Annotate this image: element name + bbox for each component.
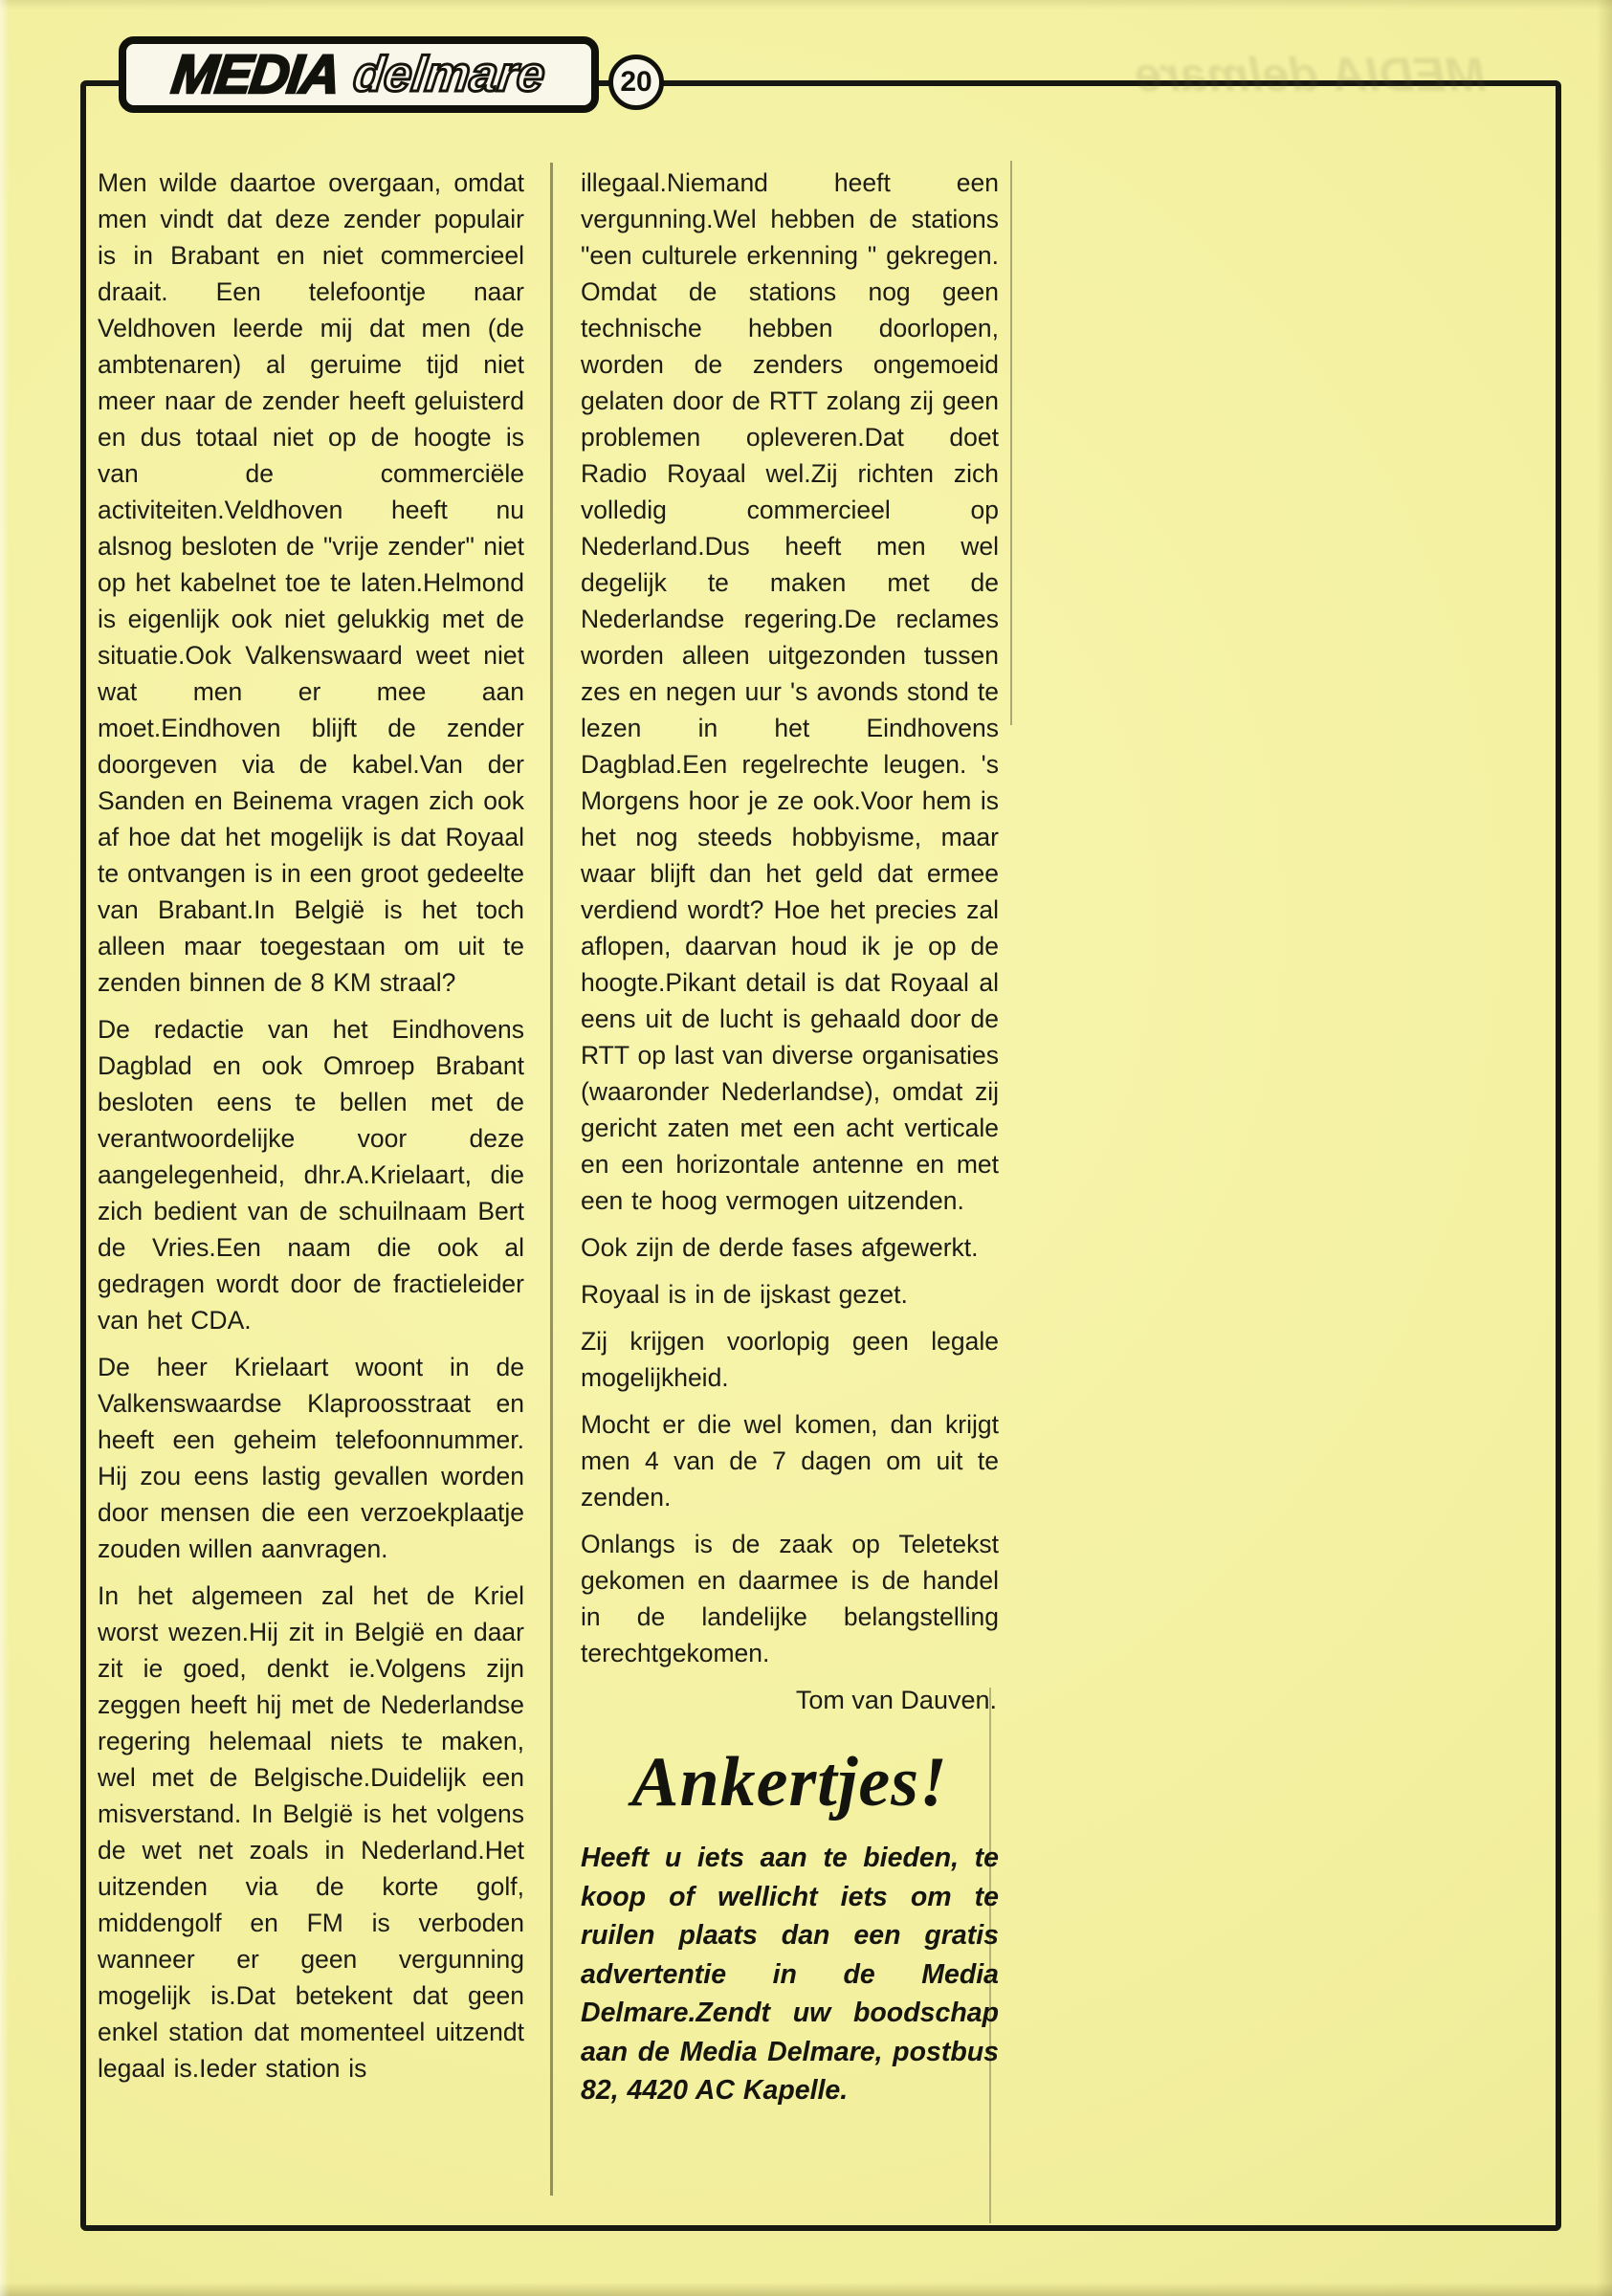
page-number: 20 xyxy=(620,66,652,98)
paragraph: Zij krijgen voorlopig geen legale mogelijkheid. xyxy=(581,1327,999,1392)
page-number-badge xyxy=(608,55,664,110)
paragraph: Men wilde daartoe overgaan, omdat men vindt dat deze zender populair is in Brabant en niet commercieel draait. Een telefoontje naar Veldhoven leerde mij dat men (de ambtenaren) al geruime tijd niet meer naar de zender heeft geluisterd en dus totaal niet op de hoogte is van de commerciële activiteiten.Veldhoven heeft nu alsnog besloten de "vrije zender" niet op het kabelnet toe te laten.Helmond is eigenlijk ook niet gelukkig met de situatie.Ook Valkenswaard weet niet wat men er mee aan moet.Eindhoven blijft de zender doorgeven via de kabel.Van der Sanden en Beinema vragen zich ook af hoe dat het mogelijk is dat Royaal te ontvangen is in een groot gedeelte van Brabant.In België is het toch alleen maar toegestaan om uit te zenden binnen de 8 KM straal? xyxy=(98,168,524,997)
paragraph: Ook zijn de derde fases afgewerkt. xyxy=(581,1233,979,1262)
paragraph: Royaal is in de ijskast gezet. xyxy=(581,1280,908,1309)
right-column-rule-top xyxy=(1010,161,1012,725)
ankertjes-heading: Ankertjes! xyxy=(631,1743,948,1821)
classifieds-notice: Heeft u iets aan te bieden, te koop of wellicht iets om te ruilen plaats dan een gratis advertentie in de Media Delmare.Zendt uw boodschap aan de Media Delmare, postbus 82, 4420 AC Kapelle. xyxy=(581,1843,999,2106)
column-divider-rule xyxy=(550,163,553,2196)
paragraph: De redactie van het Eindhovens Dagblad en ook Omroep Brabant besloten eens te bellen met de verantwoordelijke voor deze aangelegenheid, dhr.A.Krielaart, die zich bedient van de schuilnaam Bert de Vries.Een naam die ook al gedragen wordt door de fractieleider van het CDA. xyxy=(98,1015,524,1335)
logo-media-wordmark: MEDIA xyxy=(168,43,343,105)
ghost-logo-media-text: MEDIA xyxy=(1332,48,1487,101)
ghost-logo-delmare-text: delmare xyxy=(1135,48,1319,101)
byline: Tom van Dauven. xyxy=(795,1686,997,1714)
masthead-logo-box xyxy=(119,36,599,113)
right-column xyxy=(581,165,999,2110)
paragraph: De heer Krielaart woont in de Valkenswaardse Klaproosstraat en heeft een geheim telefoonnummer. Hij zou eens lastig gevallen worden door mensen die een verzoekplaatje zouden willen aanvragen. xyxy=(98,1353,524,1563)
paragraph: Mocht er die wel komen, dan krijgt men 4 van de 7 dagen om uit te zenden. xyxy=(581,1410,999,1512)
left-column xyxy=(98,165,524,2097)
paragraph: illegaal.Niemand heeft een vergunning.Wel hebben de stations "een culturele erkenning " gekregen. Omdat de stations nog geen technische hebben doorlopen, worden de zenders ongemoeid gelaten door de RTT zolang zij geen problemen opleveren.Dat doet Radio Royaal wel.Zij richten zich volledig commercieel op Nederland.Dus heeft men wel degelijk te maken met de Nederlandse regering.De reclames worden alleen uitgezonden tussen zes en negen uur 's avonds stond te lezen in het Eindhovens Dagblad.Een regelrechte leugen. 's Morgens hoor je ze ook.Voor hem is het nog steeds hobbyisme, maar waar blijft dan het geld dat ermee verdiend wordt? Hoe het precies zal aflopen, daarvan houd ik je op de hoogte.Pikant detail is dat Royaal al eens uit de lucht is gehaald door de RTT op last van diverse organisaties (waaronder Nederlandse), omdat zij gericht zaten met een acht verticale en een horizontale antenne en met een te hoog vermogen uitzenden. xyxy=(581,168,999,1215)
paragraph: Onlangs is de zaak op Teletekst gekomen en daarmee is de handel in de landelijke belangstelling terechtgekomen. xyxy=(581,1530,999,1667)
logo-delmare-wordmark: delmare xyxy=(350,47,549,102)
paragraph: In het algemeen zal het de Kriel worst wezen.Hij zit in België en daar zit ie goed, denkt ie.Volgens zijn zeggen heeft hij met de Nederlandse regering helemaal niets te maken, wel met de Belgische.Duidelijk een misverstand. In België is het volgens de wet net zoals in Nederland.Het uitzenden via de korte golf, middengolf en FM is verboden wanneer er geen vergunning mogelijk is.Dat betekent dat geen enkel station dat momenteel uitzendt legaal is.Ieder station is xyxy=(98,1581,524,2083)
